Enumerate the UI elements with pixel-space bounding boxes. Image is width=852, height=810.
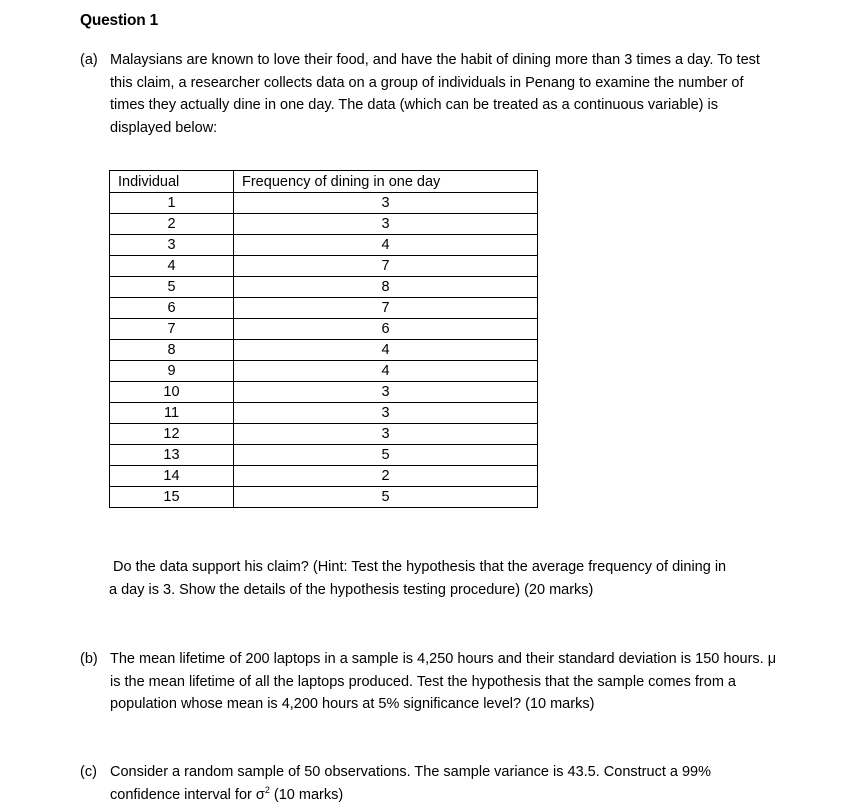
- individual-cell: 10: [110, 382, 234, 403]
- part-c-label: (c): [80, 764, 97, 780]
- individual-cell: 12: [110, 424, 234, 445]
- table-row: [110, 193, 538, 214]
- individual-cell: 14: [110, 466, 234, 487]
- part-a-question-line-1: Do the data support his claim? (Hint: Test the hypothesis that the average frequency of dining in: [113, 559, 727, 575]
- individual-cell: 6: [110, 298, 234, 319]
- part-c-superscript: 2: [264, 784, 270, 795]
- part-a-text: Malaysians are known to love their food, and have the habit of dining more than 3 times a day. To test this claim, a researcher collects data on a group of individuals in Penang to examine the number of times they actually dine in one day. The data (which can be treated as a continuous variable) is displayed below:: [110, 52, 760, 136]
- frequency-cell: 3: [234, 193, 538, 214]
- question-title: Question 1: [80, 12, 159, 29]
- frequency-cell: 7: [234, 298, 538, 319]
- part-c-line-1: Consider a random sample of 50 observations. The sample variance is 43.5. Construct a 99%: [110, 764, 711, 780]
- table-row: [110, 424, 538, 445]
- table-row: [110, 487, 538, 508]
- table-row: [110, 319, 538, 340]
- table-body: [110, 193, 538, 508]
- table-row: [110, 361, 538, 382]
- part-b-block: [80, 648, 780, 716]
- individual-cell: 11: [110, 403, 234, 424]
- frequency-cell: 2: [234, 466, 538, 487]
- table-row: [110, 277, 538, 298]
- part-a-block: [80, 49, 780, 139]
- part-c-block: [80, 761, 780, 806]
- frequency-cell: 3: [234, 382, 538, 403]
- part-a-question-line-2: a day is 3. Show the details of the hypothesis testing procedure) (20 marks): [109, 581, 594, 598]
- frequency-cell: 3: [234, 424, 538, 445]
- table-row: [110, 214, 538, 235]
- individual-cell: 1: [110, 193, 234, 214]
- individual-cell: 8: [110, 340, 234, 361]
- part-c-line-2-start: confidence interval for σ: [110, 786, 265, 803]
- individual-cell: 2: [110, 214, 234, 235]
- part-b-label: (b): [80, 651, 98, 667]
- table-row: [110, 298, 538, 319]
- column-header-individual: Individual: [110, 171, 234, 193]
- table-row: [110, 382, 538, 403]
- table-row: [110, 235, 538, 256]
- frequency-cell: 5: [234, 445, 538, 466]
- table-row: [110, 466, 538, 487]
- part-a-label: (a): [80, 52, 98, 68]
- table-row: [110, 256, 538, 277]
- part-c-text: [110, 761, 780, 806]
- table-row: [110, 445, 538, 466]
- individual-cell: 7: [110, 319, 234, 340]
- frequency-cell: 3: [234, 214, 538, 235]
- individual-cell: 13: [110, 445, 234, 466]
- table-row: [110, 403, 538, 424]
- individual-cell: 15: [110, 487, 234, 508]
- frequency-cell: 4: [234, 361, 538, 382]
- individual-cell: 9: [110, 361, 234, 382]
- part-c-line-2-end: (10 marks): [269, 786, 344, 803]
- part-a-question: [109, 556, 789, 601]
- part-b-text: The mean lifetime of 200 laptops in a sample is 4,250 hours and their standard deviation is 150 hours. μ is the mean lifetime of all the laptops produced. Test the hypothesis that the sample comes from a population whose mean is 4,200 hours at 5% significance level? (10 marks): [110, 651, 777, 712]
- dining-frequency-table: [109, 170, 538, 508]
- frequency-cell: 4: [234, 340, 538, 361]
- table-row: [110, 340, 538, 361]
- frequency-cell: 3: [234, 403, 538, 424]
- frequency-cell: 8: [234, 277, 538, 298]
- individual-cell: 4: [110, 256, 234, 277]
- frequency-cell: 4: [234, 235, 538, 256]
- table-header-row: [110, 171, 538, 193]
- frequency-cell: 7: [234, 256, 538, 277]
- individual-cell: 3: [110, 235, 234, 256]
- part-c-line-2: [110, 784, 780, 807]
- column-header-frequency: Frequency of dining in one day: [234, 171, 538, 193]
- frequency-cell: 6: [234, 319, 538, 340]
- frequency-cell: 5: [234, 487, 538, 508]
- individual-cell: 5: [110, 277, 234, 298]
